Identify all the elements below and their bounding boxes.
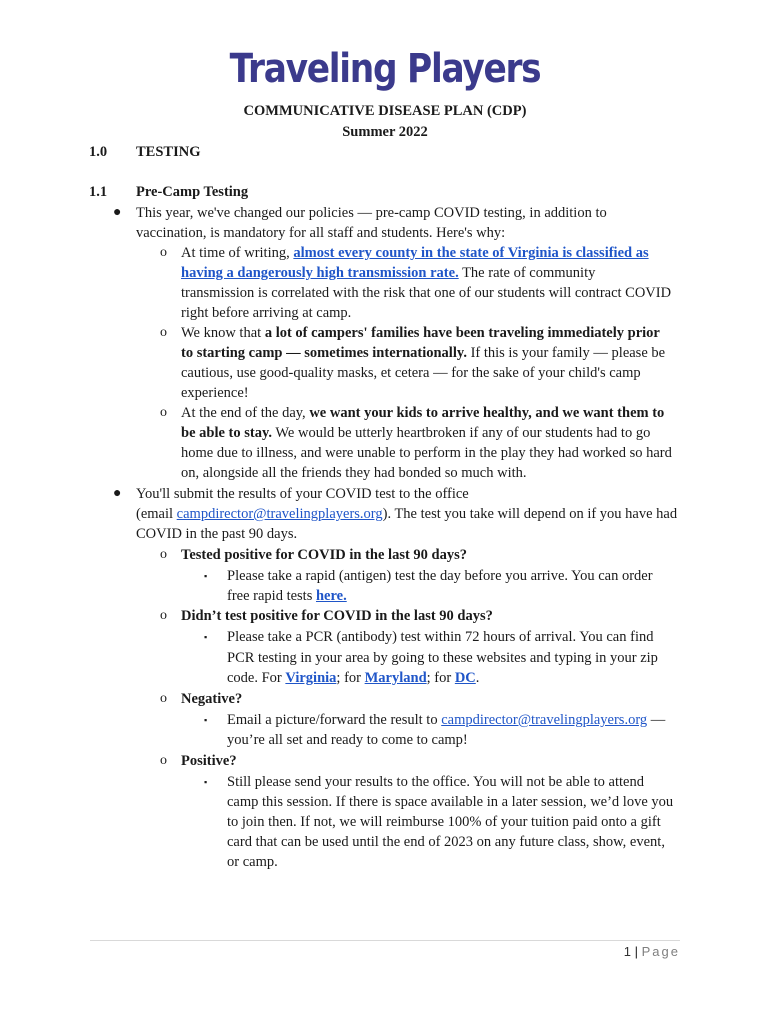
virginia-transmission-line: transmission is correlated with the risk that one of our students will contract COVID: [181, 285, 672, 301]
section-title-testing: TESTING: [136, 144, 201, 160]
travel-warning-line: to starting camp — sometimes internationally. If this is your family — please be: [181, 345, 666, 361]
case-positive-title: Positive?: [181, 753, 237, 769]
bullet-circle-icon: o: [160, 608, 167, 623]
section-number-1-0: 1.0: [89, 144, 108, 160]
pcr-test-line: PCR testing in your area by going to these websites and typing in your zip: [227, 650, 658, 666]
pcr-test-line: code. For Virginia; for Maryland; for DC.: [227, 670, 480, 686]
bullet-circle-icon: o: [160, 753, 167, 768]
virginia-transmission-link[interactable]: almost every county in the state of Virginia is classified as: [293, 245, 649, 261]
bullet-circle-icon: o: [160, 245, 167, 260]
virginia-transmission-line: At time of writing, almost every county in the state of Virginia is classified as: [181, 245, 649, 261]
bullet-circle-icon: o: [160, 691, 167, 706]
bullet-square-icon: ▪: [204, 571, 208, 581]
positive-result-line: card that can be used until the end of 2023 on any future class, show, event,: [227, 834, 665, 850]
rapid-test-line: Please take a rapid (antigen) test the day before you arrive. You can order: [227, 568, 653, 584]
free-rapid-tests-link[interactable]: here.: [315, 588, 347, 604]
document-subtitle: Summer 2022: [342, 124, 428, 140]
pcr-test-line: Please take a PCR (antibody) test within 72 hours of arrival. You can find: [227, 629, 654, 645]
case-negative-title: Negative?: [181, 691, 243, 707]
travel-warning-line: We know that a lot of campers' families have been traveling immediately prior: [181, 325, 660, 341]
case-not-positive-title: Didn’t test positive for COVID in the last 90 days?: [181, 608, 493, 624]
positive-result-line: to join then. If not, we will reimburse 100% of your tuition paid onto a gift: [227, 814, 661, 830]
virginia-link[interactable]: Virginia: [285, 670, 337, 686]
page-separator: |: [634, 944, 638, 959]
bullet-dot-icon: ●: [113, 205, 122, 220]
paragraph-policy-line: vaccination, is mandatory for all staff and students. Here's why:: [136, 225, 506, 241]
positive-result-line: or camp.: [227, 854, 278, 870]
virginia-transmission-line: having a dangerously high transmission rate. The rate of community: [181, 265, 596, 281]
submit-results-line: You'll submit the results of your COVID test to the office: [136, 486, 469, 502]
maryland-link[interactable]: Maryland: [364, 670, 427, 686]
arrive-healthy-line: on, alongside all the friends they had bonded so much with.: [181, 465, 527, 481]
virginia-transmission-line: right before arriving at camp.: [181, 305, 352, 321]
rapid-test-line: free rapid tests here.: [227, 588, 347, 604]
page-label: Page: [641, 944, 680, 959]
traveling-players-logo: Traveling Players: [229, 46, 541, 92]
footer-divider: [90, 940, 680, 941]
arrive-healthy-line: At the end of the day, we want your kids to arrive healthy, and we want them to: [181, 405, 665, 421]
paragraph-policy-line: This year, we've changed our policies — pre-camp COVID testing, in addition to: [136, 205, 607, 221]
negative-result-line: Email a picture/forward the result to campdirector@travelingplayers.org —: [227, 712, 666, 728]
dc-link[interactable]: DC: [454, 670, 476, 686]
bullet-square-icon: ▪: [204, 777, 208, 787]
positive-result-line: Still please send your results to the office. You will not be able to attend: [227, 774, 644, 790]
bullet-dot-icon: ●: [113, 486, 122, 501]
campdirector-email-link[interactable]: campdirector@travelingplayers.org: [441, 712, 648, 728]
page-footer: [560, 943, 680, 961]
negative-result-line: you’re all set and ready to come to camp!: [227, 732, 468, 748]
section-number-1-1: 1.1: [89, 184, 108, 200]
bullet-square-icon: ▪: [204, 715, 208, 725]
campdirector-email-link[interactable]: campdirector@travelingplayers.org: [176, 506, 383, 522]
submit-results-line: COVID in the past 90 days.: [136, 526, 298, 542]
bullet-circle-icon: o: [160, 547, 167, 562]
document-title: COMMUNICATIVE DISEASE PLAN (CDP): [243, 103, 527, 119]
travel-warning-line: experience!: [181, 385, 249, 401]
bullet-circle-icon: o: [160, 405, 167, 420]
travel-warning-line: cautious, use good-quality masks, et cetera — for the sake of your child's camp: [181, 365, 641, 381]
submit-results-line: (email campdirector@travelingplayers.org). The test you take will depend on if you have had: [136, 506, 678, 522]
bullet-square-icon: ▪: [204, 632, 208, 642]
arrive-healthy-line: be able to stay. We would be utterly heartbroken if any of our students had to go: [181, 425, 651, 441]
case-positive-90-days-title: Tested positive for COVID in the last 90 days?: [181, 547, 467, 563]
bullet-circle-icon: o: [160, 325, 167, 340]
positive-result-line: camp this session. If there is space available in a later session, we’d love you: [227, 794, 674, 810]
section-title-pre-camp-testing: Pre-Camp Testing: [136, 184, 249, 200]
arrive-healthy-line: home due to illness, and were unable to perform in the play they had worked so hard: [181, 445, 672, 461]
virginia-transmission-link[interactable]: having a dangerously high transmission rate.: [181, 265, 459, 281]
page-number: 1: [623, 944, 631, 959]
